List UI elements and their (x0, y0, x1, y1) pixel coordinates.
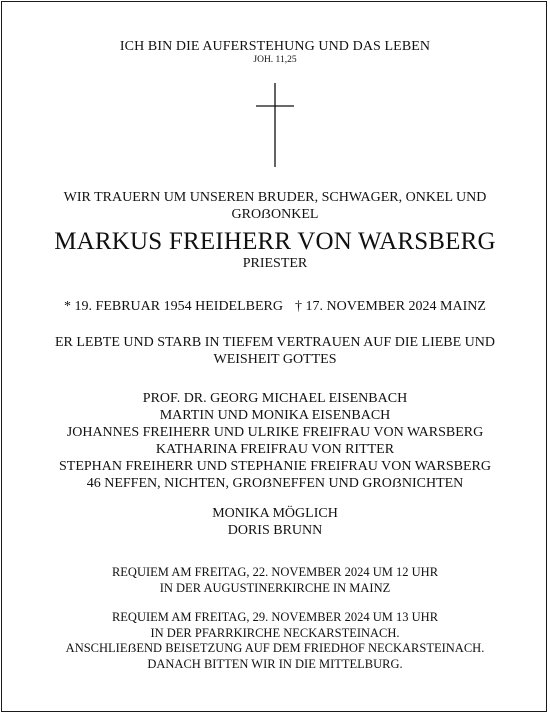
bible-quote-text: ICH BIN DIE AUFERSTEHUNG UND DAS LEBEN (119, 39, 431, 54)
mourner-line: MARTIN UND MONIKA EISENBACH (159, 408, 391, 423)
bible-reference-block (0, 55, 550, 66)
deceased-name: MARKUS FREIHERR VON WARSBERG (54, 228, 496, 255)
mourner-line: 46 NEFFEN, NICHTEN, GROẞNEFFEN UND GROẞNICHTEN (86, 476, 464, 491)
life-dates-line (0, 298, 550, 315)
mourning-statement (0, 189, 550, 223)
faith-statement (0, 334, 550, 368)
latin-cross-icon (256, 83, 294, 169)
bible-quote (0, 38, 550, 55)
bible-reference: JOH. 11,25 (253, 55, 297, 65)
requiem-mainz (0, 565, 550, 596)
faith-line: WEISHEIT GOTTES (213, 352, 337, 367)
mourner-line: MONIKA MÖGLICH (212, 506, 338, 521)
mourner-line: KATHARINA FREIFRAU VON RITTER (155, 442, 395, 457)
deceased-title: PRIESTER (242, 256, 308, 271)
birth-date: * 19. FEBRUAR 1954 HEIDELBERG (64, 299, 283, 314)
faith-line: ER LEBTE UND STARB IN TIEFEM VERTRAUEN AUF DIE LIEBE UND (54, 335, 496, 350)
mourner-line: STEPHAN FREIHERR UND STEPHANIE FREIFRAU VON WARSBERG (59, 459, 491, 474)
service-line: IN DER AUGUSTINERKIRCHE IN MAINZ (159, 580, 391, 595)
service-line: IN DER PFARRKIRCHE NECKARSTEINACH. (150, 625, 400, 640)
additional-mourners (0, 505, 550, 539)
death-date: † 17. NOVEMBER 2024 MAINZ (295, 299, 486, 314)
mourner-line: DORIS BRUNN (227, 523, 323, 538)
mourner-line: JOHANNES FREIHERR UND ULRIKE FREIFRAU VON WARSBERG (66, 425, 484, 440)
family-mourners (0, 390, 550, 492)
service-line: REQUIEM AM FREITAG, 22. NOVEMBER 2024 UM 12 UHR (111, 565, 439, 579)
mourner-line: PROF. DR. GEORG MICHAEL EISENBACH (142, 391, 408, 406)
deceased-title-block (0, 256, 550, 272)
life-dates (0, 298, 550, 315)
mourning-line: GROẞONKEL (231, 207, 319, 222)
mourning-line: WIR TRAUERN UM UNSEREN BRUDER, SCHWAGER, ONKEL UND (63, 190, 487, 205)
service-line: ANSCHLIEẞEND BEISETZUNG AUF DEM FRIEDHOF NECKARSTEINACH. (65, 641, 485, 655)
service-line: REQUIEM AM FREITAG, 29. NOVEMBER 2024 UM 13 UHR (111, 610, 439, 624)
requiem-neckarsteinach (0, 610, 550, 672)
deceased-name-block (0, 228, 550, 256)
service-line: DANACH BITTEN WIR IN DIE MITTELBURG. (147, 656, 403, 671)
